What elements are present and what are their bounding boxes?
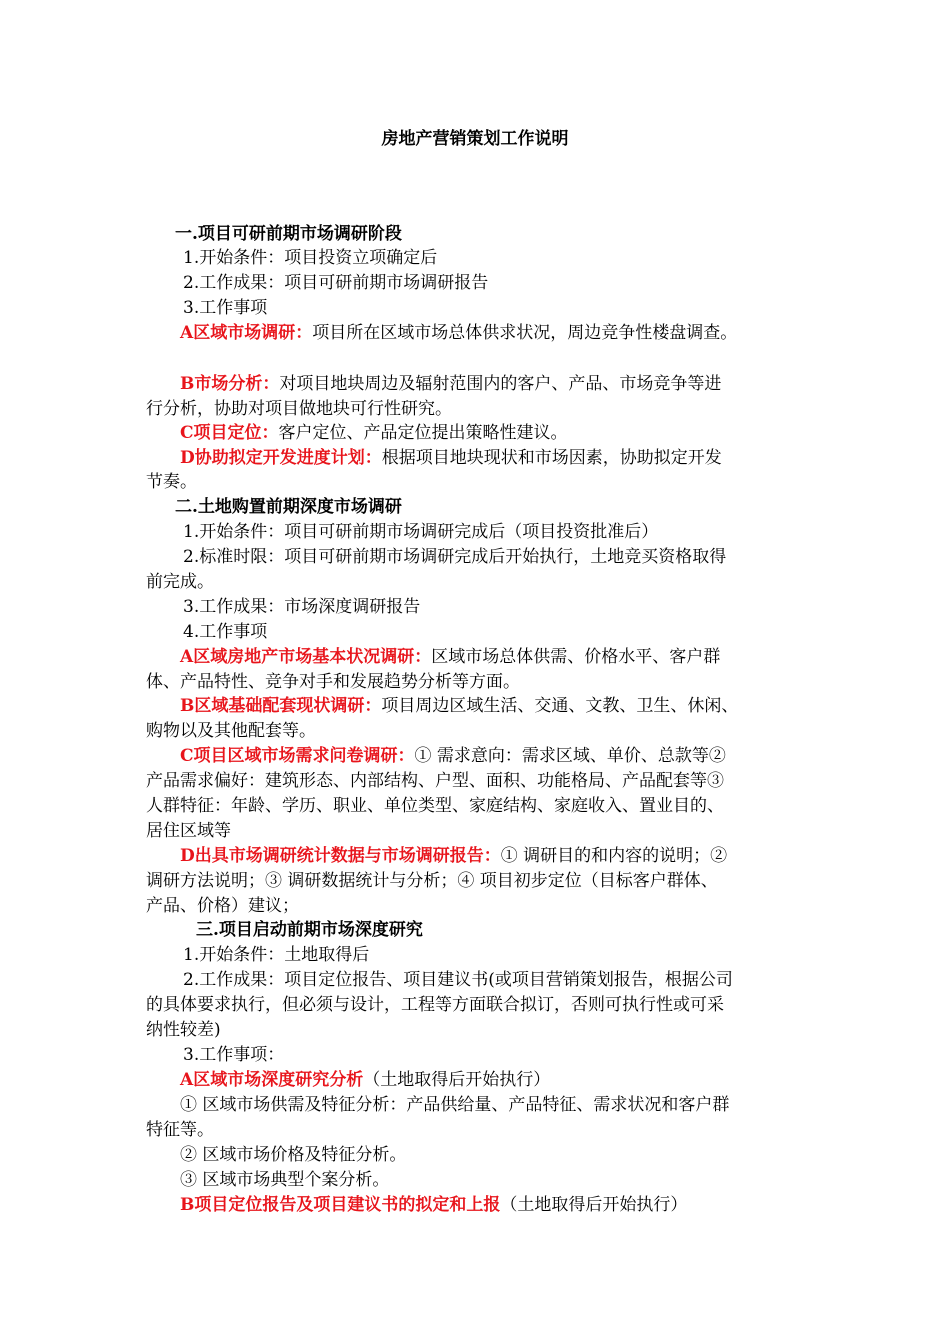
line-text: 2.工作成果：项目可研前期市场调研报告 <box>183 273 489 293</box>
body-line <box>180 321 737 345</box>
line-text: （土地取得后开始执行） <box>500 1195 688 1215</box>
body-line <box>183 968 733 992</box>
line-text: 居住区域等 <box>146 821 231 841</box>
body-line <box>146 397 452 421</box>
body-line <box>146 719 316 743</box>
body-line <box>180 1143 406 1167</box>
body-line <box>146 1018 221 1042</box>
body-line <box>146 570 214 594</box>
body-line <box>183 246 437 270</box>
body-line <box>180 1193 687 1217</box>
body-line <box>180 446 722 470</box>
line-text: 1.开始条件：项目可研前期市场调研完成后（项目投资批准后） <box>183 522 659 542</box>
line-text: ③ 区域市场典型个案分析。 <box>180 1170 390 1190</box>
body-line <box>146 819 231 843</box>
line-text: 2.工作成果：项目定位报告、项目建议书(或项目营销策划报告，根据公司 <box>183 970 733 990</box>
body-line <box>183 620 267 644</box>
red-subheading: D出具市场调研统计数据与市场调研报告： <box>180 846 501 866</box>
line-text: ② 区域市场价格及特征分析。 <box>180 1145 407 1165</box>
body-line <box>180 421 568 445</box>
line-text: 二.土地购置前期深度市场调研 <box>175 497 402 517</box>
body-line <box>183 1043 284 1067</box>
line-text: 特征等。 <box>146 1120 214 1140</box>
red-subheading: A区域房地产市场基本状况调研： <box>180 647 432 667</box>
body-line <box>146 894 299 918</box>
red-subheading: B市场分析： <box>180 374 280 394</box>
line-text: 1.开始条件：项目投资立项确定后 <box>183 248 438 268</box>
body-line <box>180 744 726 768</box>
line-text: 项目所在区域市场总体供求状况，周边竞争性楼盘调查。 <box>312 323 738 343</box>
body-line <box>146 670 520 694</box>
body-line <box>183 296 267 320</box>
section-heading <box>175 222 402 246</box>
line-text: 3.工作成果：市场深度调研报告 <box>183 597 421 617</box>
line-text: 体、产品特性、竞争对手和发展趋势分析等方面。 <box>146 672 520 692</box>
body-line <box>180 844 727 868</box>
line-text: 3.工作事项 <box>183 298 268 318</box>
line-text: ① 调研目的和内容的说明；② <box>500 846 728 866</box>
body-line <box>183 520 658 544</box>
red-subheading: A区域市场调研： <box>180 323 313 343</box>
body-line <box>180 1168 389 1192</box>
line-text: 前完成。 <box>146 572 214 592</box>
line-text: 对项目地块周边及辐射范围内的客户、产品、市场竞争等进 <box>279 374 722 394</box>
line-text: 购物以及其他配套等。 <box>146 721 316 741</box>
line-text: 的具体要求执行，但必须与设计，工程等方面联合拟订，否则可执行性或可采 <box>146 995 724 1015</box>
line-text: 3.工作事项： <box>183 1045 285 1065</box>
line-text: 一.项目可研前期市场调研阶段 <box>175 224 402 244</box>
body-line <box>183 943 369 967</box>
line-text: 2.标准时限：项目可研前期市场调研完成后开始执行，土地竞买资格取得 <box>183 547 727 567</box>
body-line <box>146 993 724 1017</box>
red-subheading: C项目区域市场需求问卷调研： <box>180 746 415 766</box>
red-subheading: B区域基础配套现状调研： <box>180 696 382 716</box>
line-text: 行分析，协助对项目做地块可行性研究。 <box>146 399 452 419</box>
body-line <box>146 869 718 893</box>
line-text: 区域市场总体供需、价格水平、客户群 <box>431 647 721 667</box>
line-text: 三.项目启动前期市场深度研究 <box>196 920 423 940</box>
red-subheading: B项目定位报告及项目建议书的拟定和上报 <box>180 1195 501 1215</box>
line-text: 人群特征：年龄、学历、职业、单位类型、家庭结构、家庭收入、置业目的、 <box>146 796 724 816</box>
line-text: 纳性较差) <box>146 1020 221 1040</box>
line-text: 客户定位、产品定位提出策略性建议。 <box>278 423 568 443</box>
body-line <box>146 794 724 818</box>
line-text: 4.工作事项 <box>183 622 268 642</box>
body-line <box>180 694 738 718</box>
body-line <box>146 1118 214 1142</box>
body-line <box>183 271 488 295</box>
line-text: 根据项目地块现状和市场因素，协助拟定开发 <box>381 448 722 468</box>
line-text: 产品需求偏好：建筑形态、内部结构、户型、面积、功能格局、产品配套等③ <box>146 771 724 791</box>
body-line <box>180 645 720 669</box>
line-text: （土地取得后开始执行） <box>363 1070 551 1090</box>
line-text: 项目周边区域生活、交通、文教、卫生、休闲、 <box>381 696 739 716</box>
line-text: 调研方法说明；③ 调研数据统计与分析；④ 项目初步定位（目标客户群体、 <box>146 871 718 891</box>
line-text: 节奏。 <box>146 472 197 492</box>
body-line <box>180 1068 550 1092</box>
section-heading <box>196 918 423 942</box>
body-line <box>180 1093 729 1117</box>
red-subheading: A区域市场深度研究分析 <box>180 1070 364 1090</box>
body-line <box>183 545 726 569</box>
body-line <box>183 595 420 619</box>
line-text: 1.开始条件：土地取得后 <box>183 945 370 965</box>
body-line <box>180 372 721 396</box>
red-subheading: D协助拟定开发进度计划： <box>180 448 382 468</box>
body-line <box>146 769 724 793</box>
line-text: ① 区域市场供需及特征分析：产品供给量、产品特征、需求状况和客户群 <box>180 1095 730 1115</box>
section-heading <box>175 495 402 519</box>
body-line <box>146 470 197 494</box>
line-text: 产品、价格）建议； <box>146 896 299 916</box>
red-subheading: C项目定位： <box>180 423 279 443</box>
document-title: 房地产营销策划工作说明 <box>381 129 569 149</box>
line-text: ① 需求意向：需求区域、单价、总款等② <box>414 746 726 766</box>
